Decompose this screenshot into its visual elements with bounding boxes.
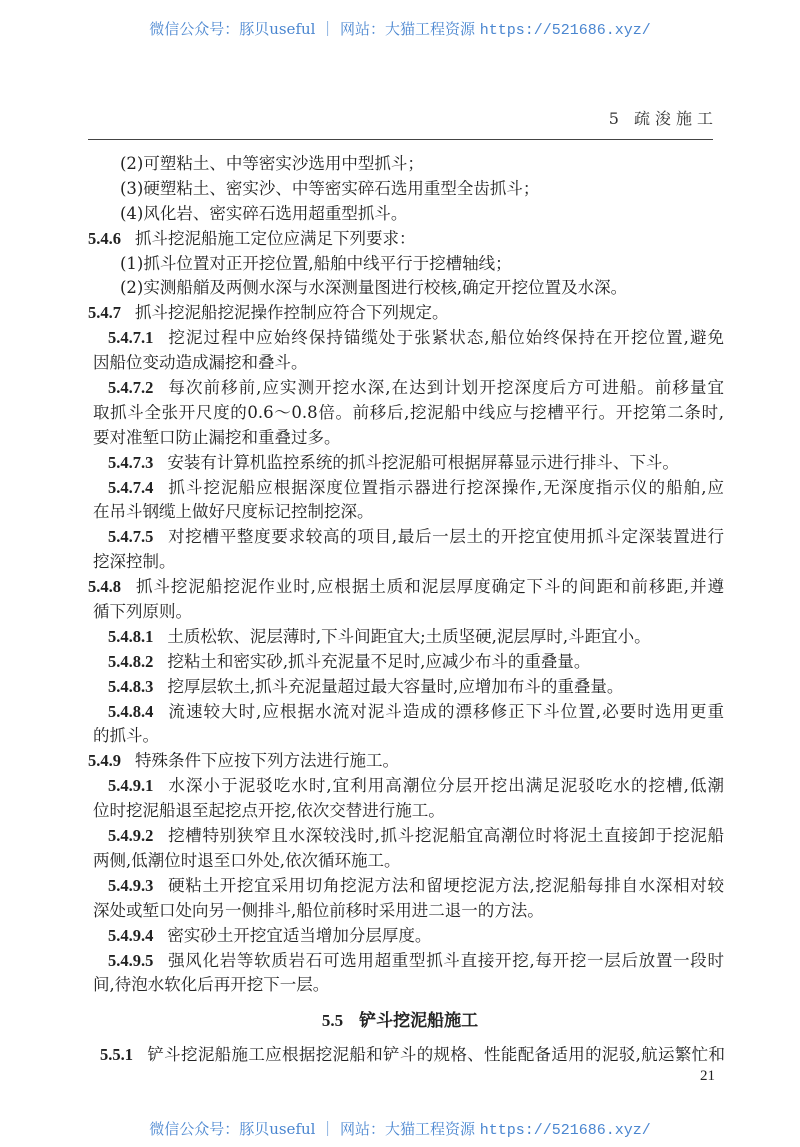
clause-number: 5.4.8.4 (108, 701, 154, 721)
clause-paragraph (88, 326, 724, 376)
page-number: 21 (700, 1068, 715, 1084)
clause-paragraph (88, 949, 724, 999)
text-line (88, 824, 724, 849)
list-item (88, 177, 724, 202)
clause-number: 5.4.7 (88, 303, 121, 323)
header-rule (88, 139, 713, 140)
clause-number: 5.4.9.4 (108, 925, 154, 945)
text-line (88, 376, 724, 401)
line-text: 密实砂土开挖宜适当增加分层厚度。 (167, 925, 432, 945)
line-text: 对挖槽平整度要求较高的项目,最后一层土的开挖宜使用抓斗定深装置进行 (167, 527, 724, 547)
clause-number: 5.4.9.3 (108, 875, 154, 895)
clause-paragraph (88, 301, 724, 326)
list-item (88, 152, 724, 177)
line-text: (4)风化岩、密实碎石选用超重型抓斗。 (120, 203, 408, 223)
clause-number: 5.4.9.5 (108, 950, 154, 970)
line-text: 挖厚层软土,抓斗充泥量超过最大容量时,应增加布斗的重叠量。 (167, 676, 624, 696)
line-text: 特殊条件下应按下列方法进行施工。 (135, 751, 399, 771)
clause-number: 5.5.1 (100, 1045, 133, 1064)
clause-number: 5.4.9.2 (108, 826, 154, 846)
text-line (88, 152, 724, 177)
clause-number: 5.4.7.3 (108, 452, 154, 472)
line-text: 取抓斗全张开尺度的0.6～0.8倍。前移后,挖泥船中线应与挖槽平行。开挖第二条时, (93, 402, 724, 422)
text-line (88, 924, 724, 949)
clause-paragraph (88, 525, 724, 575)
clause-paragraph (88, 675, 724, 700)
text-line (88, 650, 724, 675)
text-line (88, 899, 724, 924)
line-text: 安装有计算机监控系统的抓斗挖泥船可根据屏幕显示进行排斗、下斗。 (167, 452, 679, 472)
line-text: 挖粘土和密实砂,抓斗充泥量不足时,应减少布斗的重叠量。 (167, 651, 591, 671)
clause-paragraph (88, 376, 724, 451)
line-text: (1)抓斗位置对正开挖位置,船舶中线平行于挖槽轴线； (120, 253, 512, 273)
list-item (88, 202, 724, 227)
clause-number: 5.4.9.1 (108, 776, 154, 796)
text-line (88, 625, 724, 650)
clause-paragraph (88, 650, 724, 675)
clause-paragraph (88, 476, 724, 526)
clause-text: 铲斗挖泥船施工应根据挖泥船和铲斗的规格、性能配备适用的泥驳,航运繁忙和 (147, 1045, 725, 1064)
watermark-url: https://521686.xyz/ (479, 1122, 651, 1139)
line-text: 的抓斗。 (93, 726, 159, 746)
line-text: 间,待泡水软化后再开挖下一层。 (93, 975, 330, 995)
line-text: (2)实测船艏及两侧水深与水深测量图进行校核,确定开挖位置及水深。 (120, 278, 628, 298)
clause-paragraph (88, 824, 724, 874)
line-text: 位时挖泥船退至起挖点开挖,依次交替进行施工。 (93, 801, 445, 821)
line-text: 抓斗挖泥船挖泥作业时,应根据土质和泥层厚度确定下斗的间距和前移距,并遵 (135, 577, 724, 597)
text-line (88, 451, 724, 476)
line-text: 强风化岩等软质岩石可选用超重型抓斗直接开挖,每开挖一层后放置一段时 (167, 950, 724, 970)
line-text: 循下列原则。 (93, 602, 192, 622)
clause-number: 5.4.7.4 (108, 477, 154, 497)
list-item (88, 252, 724, 277)
text-line (88, 849, 724, 874)
line-text: 水深小于泥驳吃水时,宜利用高潮位分层开挖出满足泥驳吃水的挖槽,低潮 (167, 776, 724, 796)
text-line (88, 426, 724, 451)
clause-number: 5.4.9 (88, 751, 121, 771)
clause-paragraph (88, 874, 724, 924)
clause-paragraph (88, 749, 724, 774)
text-line (88, 774, 724, 799)
text-line (88, 749, 724, 774)
clause-number: 5.4.6 (88, 228, 121, 248)
text-line (88, 575, 724, 600)
text-line (88, 401, 724, 426)
watermark-text: 微信公众号：豚贝useful ｜ 网站：大猫工程资源 (149, 20, 480, 38)
text-line (88, 874, 724, 899)
text-line (88, 227, 724, 252)
line-text: 两侧,低潮位时退至口外处,依次循环施工。 (93, 850, 401, 870)
line-text: 在吊斗钢缆上做好尺度标记控制挖深。 (93, 502, 374, 522)
clause-number: 5.4.7.2 (108, 378, 154, 398)
section-number: 5.5 (321, 1011, 344, 1030)
text-line (88, 675, 724, 700)
line-text: 抓斗挖泥船应根据深度位置指示器进行挖深操作,无深度指示仪的船舶,应 (167, 477, 724, 497)
text-line (88, 252, 724, 277)
list-item (88, 276, 724, 301)
text-line (88, 973, 724, 998)
clause-number: 5.4.8.1 (108, 626, 154, 646)
line-text: 抓斗挖泥船挖泥操作控制应符合下列规定。 (135, 303, 449, 323)
text-line (88, 351, 724, 376)
line-text: 挖深控制。 (93, 552, 176, 572)
clause-paragraph (88, 625, 724, 650)
watermark-bottom (0, 1118, 800, 1139)
document-body (88, 152, 724, 998)
watermark-url: https://521686.xyz/ (479, 22, 651, 39)
text-line (88, 326, 724, 351)
watermark-top (0, 18, 800, 39)
line-text: 因船位变动造成漏挖和叠斗。 (93, 353, 308, 373)
text-line (88, 301, 724, 326)
section-heading (0, 1006, 800, 1031)
clause-paragraph (88, 575, 724, 625)
text-line (88, 799, 724, 824)
running-head: 5 疏浚施工 (608, 109, 718, 128)
section-title: 铲斗挖泥船施工 (359, 1011, 479, 1031)
text-line (88, 177, 724, 202)
text-line (88, 724, 724, 749)
line-text: (2)可塑粘土、中等密实沙选用中型抓斗； (120, 154, 424, 173)
line-text: 挖泥过程中应始终保持锚缆处于张紧状态,船位始终保持在开挖位置,避免 (167, 328, 724, 348)
line-text: (3)硬塑粘土、密实沙、中等密实碎石选用重型全齿抓斗； (120, 178, 540, 198)
line-text: 深处或堑口处向另一侧排斗,船位前移时采用进二退一的方法。 (93, 900, 544, 920)
clause-paragraph (88, 700, 724, 750)
line-text: 流速较大时,应根据水流对泥斗造成的漂移修正下斗位置,必要时选用更重 (167, 701, 724, 721)
text-line (88, 600, 724, 625)
watermark-text: 微信公众号：豚贝useful ｜ 网站：大猫工程资源 (149, 1120, 480, 1138)
text-line (88, 500, 724, 525)
clause-number: 5.4.8 (88, 577, 121, 597)
line-text: 土质松软、泥层薄时,下斗间距宜大;土质坚硬,泥层厚时,斗距宜小。 (167, 626, 651, 646)
text-line (88, 476, 724, 501)
clause-paragraph (88, 451, 724, 476)
text-line (88, 276, 724, 301)
line-text: 每次前移前,应实测开挖水深,在达到计划开挖深度后方可进船。前移量宜 (167, 378, 724, 398)
clause-paragraph (88, 227, 724, 252)
text-line (88, 202, 724, 227)
line-text: 要对准堑口防止漏挖和重叠过多。 (93, 427, 341, 447)
line-text: 抓斗挖泥船施工定位应满足下列要求： (135, 228, 416, 248)
clause-number: 5.4.7.1 (108, 328, 154, 348)
line-text: 硬粘土开挖宜采用切角挖泥方法和留埂挖泥方法,挖泥船每排自水深相对较 (167, 875, 724, 895)
text-line (88, 550, 724, 575)
clause-number: 5.4.8.2 (108, 651, 154, 671)
text-line (88, 700, 724, 725)
line-text: 挖槽特别狭窄且水深较浅时,抓斗挖泥船宜高潮位时将泥土直接卸于挖泥船 (167, 826, 724, 846)
clause-number: 5.4.8.3 (108, 676, 154, 696)
clause-paragraph (88, 924, 724, 949)
clause-number: 5.4.7.5 (108, 527, 154, 547)
text-line (88, 525, 724, 550)
clause-paragraph (88, 774, 724, 824)
text-line (88, 949, 724, 974)
clause-paragraph (100, 1043, 725, 1067)
